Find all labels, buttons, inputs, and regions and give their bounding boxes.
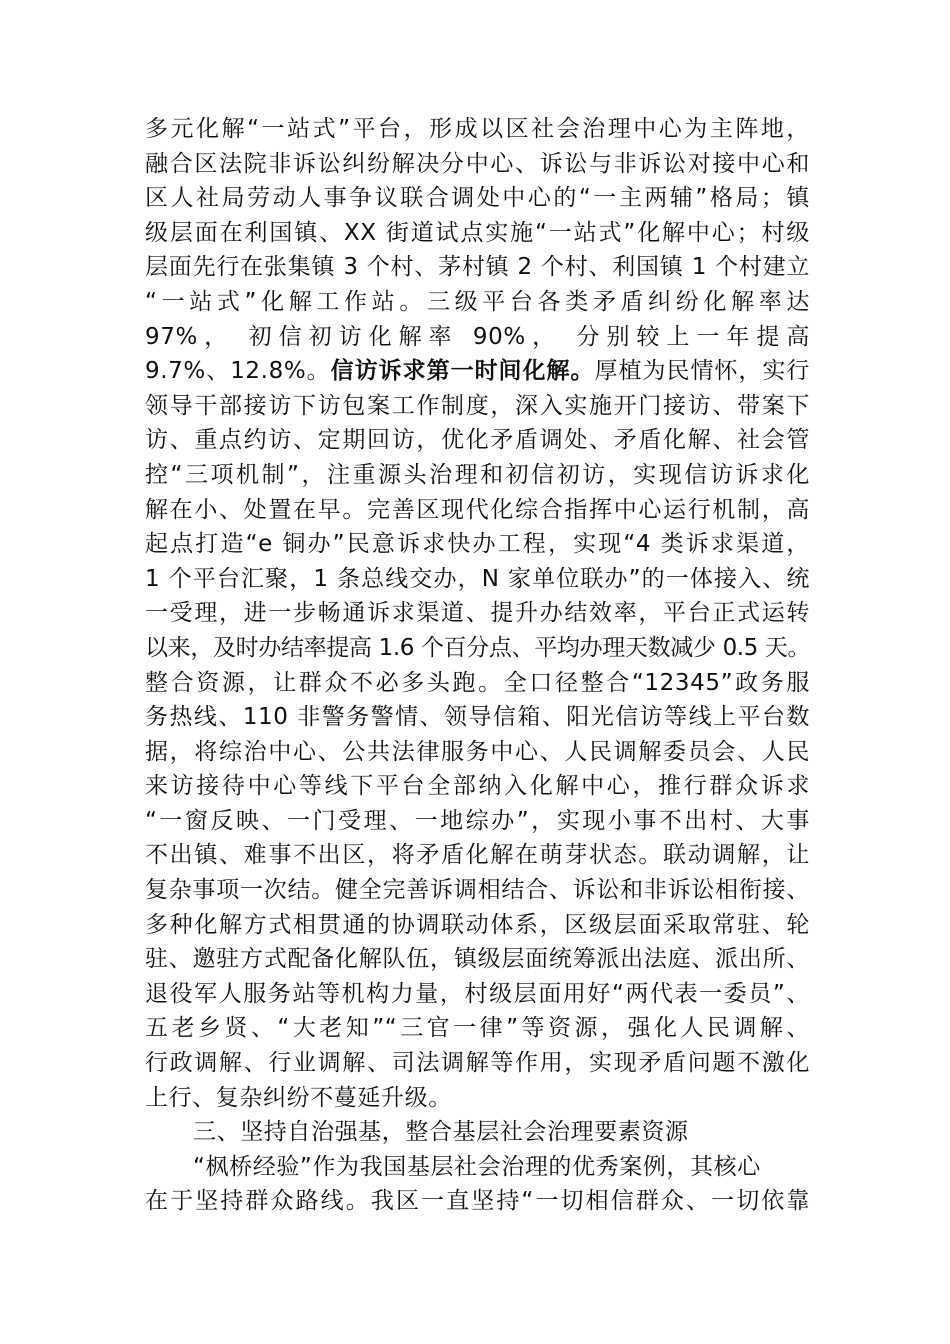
text-line: 在于坚持群众路线。我区一直坚持“一切相信群众、一切依靠 [145, 1188, 810, 1215]
text-line: 一受理，进一步畅通诉求渠道、提升办结效率，平台正式运转 [145, 600, 810, 627]
text-segment: 9.7%、12.8%。 [145, 358, 331, 385]
text-line: 控“三项机制”，注重源头治理和初信初访，实现信访诉求化 [145, 461, 810, 488]
text-line: 不出镇、难事不出区，将矛盾化解在萌芽状态。联动调解，让 [145, 842, 810, 869]
body-text [145, 112, 810, 1219]
text-line: 五老乡贤、“大老知”“三官一律”等资源，强化人民调解、 [145, 1015, 810, 1042]
bold-subheading: 信访诉求第一时间化解。 [330, 358, 595, 385]
text-line: 多种化解方式相贯通的协调联动体系，区级层面采取常驻、轮 [145, 911, 810, 938]
text-segment: 厚植为民情怀，实行 [594, 358, 811, 385]
text-line: 整合资源，让群众不必多头跑。全口径整合“12345”政务服 [145, 669, 810, 696]
text-line: 级层面在利国镇、XX 街道试点实施“一站式”化解中心；村级 [145, 219, 810, 246]
text-line: “枫桥经验”作为我国基层社会治理的优秀案例，其核心 [193, 1153, 761, 1180]
text-line: 访、重点约访、定期回访，优化矛盾调处、矛盾化解、社会管 [145, 427, 810, 454]
text-line: 据，将综治中心、公共法律服务中心、人民调解委员会、人民 [145, 738, 810, 765]
text-line: 起点打造“e 铜办”民意诉求快办工程，实现“4 类诉求渠道， [145, 531, 810, 558]
text-line: “一站式”化解工作站。三级平台各类矛盾纠纷化解率达 [145, 288, 810, 315]
text-line: 驻、邀驻方式配备化解队伍，镇级层面统筹派出法庭、派出所、 [145, 946, 810, 973]
text-line: 务热线、110 非警务警情、领导信箱、阳光信访等线上平台数 [145, 704, 810, 731]
text-line-mixed [145, 354, 810, 389]
text-line: “一窗反映、一门受理、一地综办”，实现小事不出村、大事 [145, 807, 810, 834]
text-line: 领导干部接访下访包案工作制度，深入实施开门接访、带案下 [145, 392, 810, 419]
text-line: 复杂事项一次结。健全完善诉调相结合、诉讼和非诉讼相衔接、 [145, 877, 810, 904]
text-line: 层面先行在张集镇 3 个村、茅村镇 2 个村、利国镇 1 个村建立 [145, 254, 810, 281]
text-line: 97%， 初信初访化解率 90%， 分别较上一年提高 [145, 323, 810, 350]
text-line: 融合区法院非诉讼纠纷解决分中心、诉讼与非诉讼对接中心和 [145, 150, 810, 177]
text-line: 退役军人服务站等机构力量，村级层面用好“两代表一委员”、 [145, 980, 810, 1007]
text-line: 解在小、处置在早。完善区现代化综合指挥中心运行机制，高 [145, 496, 810, 523]
text-line: 区人社局劳动人事争议联合调处中心的“一主两辅”格局；镇 [145, 185, 810, 212]
section-heading: 三、坚持自治强基，整合基层社会治理要素资源 [193, 1119, 689, 1146]
text-line: 1 个平台汇聚，1 条总线交办，N 家单位联办”的一体接入、统 [145, 565, 810, 592]
text-line: 上行、复杂纠纷不蔓延升级。 [145, 1084, 452, 1111]
text-line: 多元化解“一站式”平台，形成以区社会治理中心为主阵地， [145, 116, 810, 142]
text-line: 来访接待中心等线下平台全部纳入化解中心，推行群众诉求 [145, 773, 810, 800]
text-line: 以来，及时办结率提高 1.6 个百分点、平均办理天数减少 0.5 天。 [145, 634, 810, 661]
text-line: 行政调解、行业调解、司法调解等作用，实现矛盾问题不激化 [145, 1050, 810, 1077]
